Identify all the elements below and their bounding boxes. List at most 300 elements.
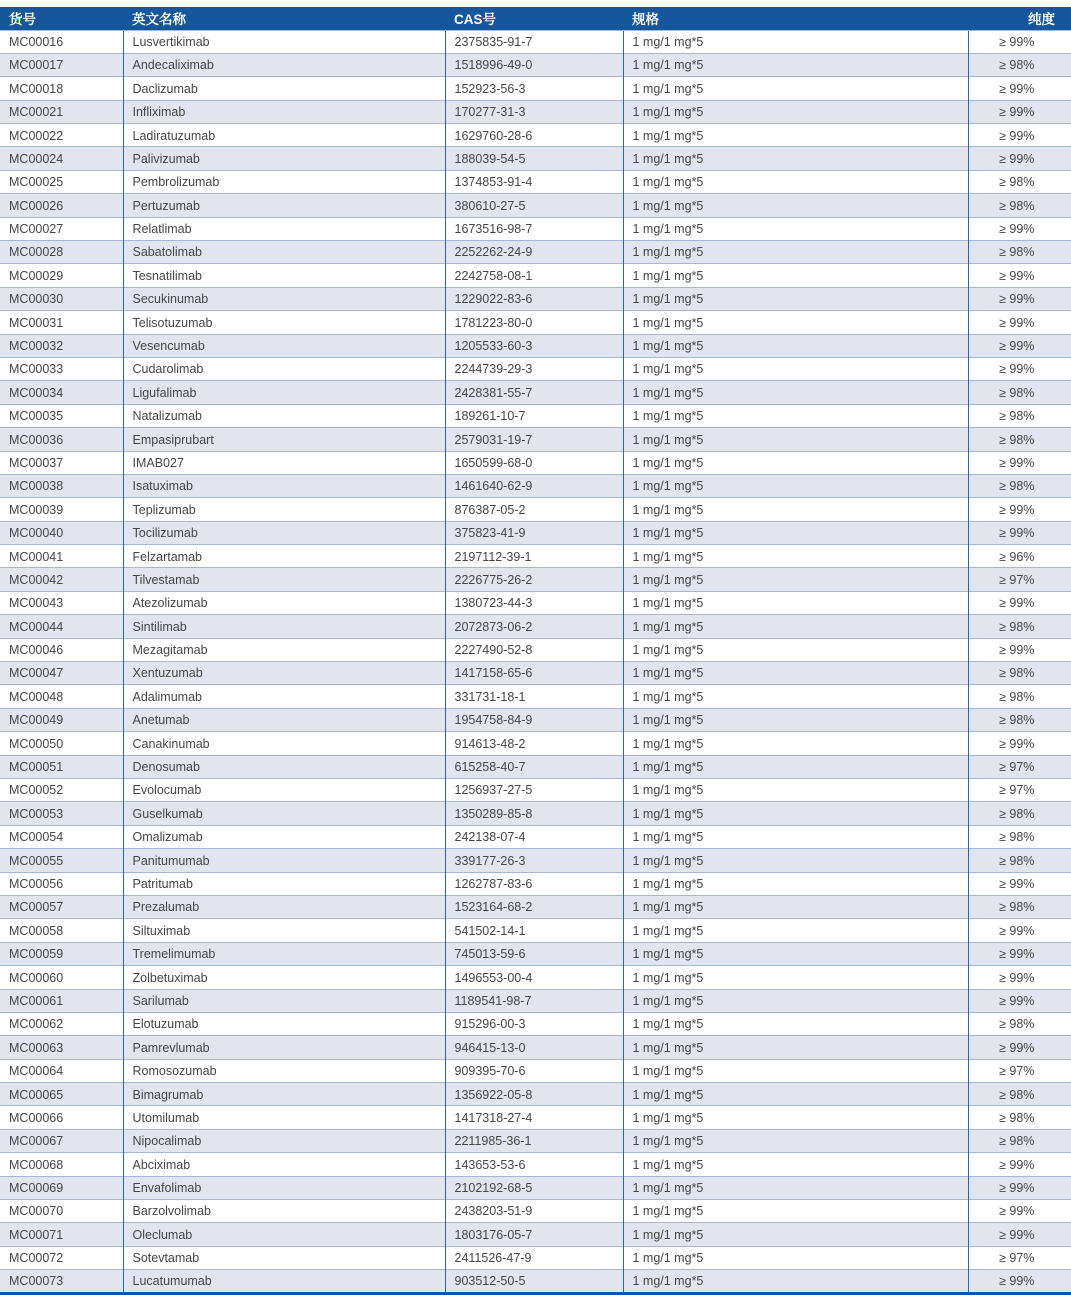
cell-item-no: MC00071 bbox=[0, 1223, 123, 1246]
cell-cas: 909395-70-6 bbox=[445, 1059, 623, 1082]
cell-purity: ≥ 98% bbox=[968, 194, 1071, 217]
cell-name-en: Pembrolizumab bbox=[123, 170, 445, 193]
cell-purity: ≥ 99% bbox=[968, 451, 1071, 474]
cell-purity: ≥ 99% bbox=[968, 311, 1071, 334]
cell-cas: 2211985-36-1 bbox=[445, 1129, 623, 1152]
cell-purity: ≥ 98% bbox=[968, 381, 1071, 404]
cell-name-en: Evolocumab bbox=[123, 779, 445, 802]
cell-spec: 1 mg/1 mg*5 bbox=[623, 732, 968, 755]
column-header-item-no: 货号 bbox=[0, 7, 123, 30]
cell-cas: 1380723-44-3 bbox=[445, 591, 623, 614]
cell-cas: 339177-26-3 bbox=[445, 849, 623, 872]
cell-name-en: Mezagitamab bbox=[123, 638, 445, 661]
table-row bbox=[0, 1223, 1071, 1246]
cell-name-en: Utomilumab bbox=[123, 1106, 445, 1129]
cell-purity: ≥ 99% bbox=[968, 1270, 1071, 1293]
cell-purity: ≥ 99% bbox=[968, 147, 1071, 170]
cell-name-en: Oleclumab bbox=[123, 1223, 445, 1246]
table-row bbox=[0, 849, 1071, 872]
cell-cas: 1417158-65-6 bbox=[445, 662, 623, 685]
table-row bbox=[0, 217, 1071, 240]
cell-cas: 2197112-39-1 bbox=[445, 545, 623, 568]
cell-spec: 1 mg/1 mg*5 bbox=[623, 1059, 968, 1082]
table-row bbox=[0, 498, 1071, 521]
cell-name-en: Telisotuzumab bbox=[123, 311, 445, 334]
cell-purity: ≥ 96% bbox=[968, 545, 1071, 568]
cell-cas: 903512-50-5 bbox=[445, 1270, 623, 1293]
cell-item-no: MC00049 bbox=[0, 708, 123, 731]
cell-item-no: MC00056 bbox=[0, 872, 123, 895]
cell-cas: 541502-14-1 bbox=[445, 919, 623, 942]
cell-cas: 946415-13-0 bbox=[445, 1036, 623, 1059]
cell-cas: 2244739-29-3 bbox=[445, 357, 623, 380]
cell-item-no: MC00069 bbox=[0, 1176, 123, 1199]
cell-name-en: Atezolizumab bbox=[123, 591, 445, 614]
cell-cas: 242138-07-4 bbox=[445, 825, 623, 848]
cell-cas: 1523164-68-2 bbox=[445, 895, 623, 918]
cell-cas: 1417318-27-4 bbox=[445, 1106, 623, 1129]
cell-name-en: Vesencumab bbox=[123, 334, 445, 357]
cell-cas: 1650599-68-0 bbox=[445, 451, 623, 474]
cell-purity: ≥ 99% bbox=[968, 872, 1071, 895]
table-row bbox=[0, 170, 1071, 193]
cell-purity: ≥ 99% bbox=[968, 521, 1071, 544]
cell-purity: ≥ 97% bbox=[968, 568, 1071, 591]
cell-name-en: Abciximab bbox=[123, 1153, 445, 1176]
cell-cas: 2102192-68-5 bbox=[445, 1176, 623, 1199]
cell-cas: 2411526-47-9 bbox=[445, 1246, 623, 1269]
cell-purity: ≥ 99% bbox=[968, 124, 1071, 147]
cell-item-no: MC00029 bbox=[0, 264, 123, 287]
cell-item-no: MC00059 bbox=[0, 942, 123, 965]
cell-item-no: MC00028 bbox=[0, 241, 123, 264]
cell-purity: ≥ 97% bbox=[968, 1246, 1071, 1269]
cell-purity: ≥ 98% bbox=[968, 662, 1071, 685]
cell-item-no: MC00030 bbox=[0, 287, 123, 310]
table-row bbox=[0, 1176, 1071, 1199]
cell-spec: 1 mg/1 mg*5 bbox=[623, 334, 968, 357]
table-row bbox=[0, 1059, 1071, 1082]
cell-purity: ≥ 99% bbox=[968, 30, 1071, 53]
column-header-spec: 规格 bbox=[623, 7, 968, 30]
cell-spec: 1 mg/1 mg*5 bbox=[623, 428, 968, 451]
cell-spec: 1 mg/1 mg*5 bbox=[623, 311, 968, 334]
cell-item-no: MC00062 bbox=[0, 1012, 123, 1035]
cell-spec: 1 mg/1 mg*5 bbox=[623, 124, 968, 147]
cell-name-en: Tilvestamab bbox=[123, 568, 445, 591]
cell-purity: ≥ 99% bbox=[968, 732, 1071, 755]
cell-cas: 1189541-98-7 bbox=[445, 989, 623, 1012]
table-row bbox=[0, 264, 1071, 287]
cell-cas: 2226775-26-2 bbox=[445, 568, 623, 591]
cell-name-en: Sarilumab bbox=[123, 989, 445, 1012]
table-row bbox=[0, 545, 1071, 568]
cell-purity: ≥ 99% bbox=[968, 1223, 1071, 1246]
cell-name-en: Ladiratuzumab bbox=[123, 124, 445, 147]
table-row bbox=[0, 474, 1071, 497]
table-row bbox=[0, 428, 1071, 451]
cell-item-no: MC00057 bbox=[0, 895, 123, 918]
cell-name-en: Cudarolimab bbox=[123, 357, 445, 380]
cell-item-no: MC00053 bbox=[0, 802, 123, 825]
cell-spec: 1 mg/1 mg*5 bbox=[623, 381, 968, 404]
cell-spec: 1 mg/1 mg*5 bbox=[623, 802, 968, 825]
cell-spec: 1 mg/1 mg*5 bbox=[623, 779, 968, 802]
table-row bbox=[0, 989, 1071, 1012]
cell-name-en: Anetumab bbox=[123, 708, 445, 731]
cell-item-no: MC00065 bbox=[0, 1083, 123, 1106]
cell-cas: 876387-05-2 bbox=[445, 498, 623, 521]
cell-purity: ≥ 99% bbox=[968, 966, 1071, 989]
table-row bbox=[0, 708, 1071, 731]
cell-purity: ≥ 99% bbox=[968, 591, 1071, 614]
cell-spec: 1 mg/1 mg*5 bbox=[623, 77, 968, 100]
table-row bbox=[0, 241, 1071, 264]
cell-purity: ≥ 97% bbox=[968, 1059, 1071, 1082]
cell-purity: ≥ 99% bbox=[968, 287, 1071, 310]
table-row bbox=[0, 124, 1071, 147]
cell-item-no: MC00031 bbox=[0, 311, 123, 334]
cell-name-en: Sintilimab bbox=[123, 615, 445, 638]
table-row bbox=[0, 287, 1071, 310]
cell-item-no: MC00018 bbox=[0, 77, 123, 100]
cell-spec: 1 mg/1 mg*5 bbox=[623, 872, 968, 895]
cell-cas: 170277-31-3 bbox=[445, 100, 623, 123]
table-row bbox=[0, 1012, 1071, 1035]
cell-cas: 189261-10-7 bbox=[445, 404, 623, 427]
cell-item-no: MC00054 bbox=[0, 825, 123, 848]
cell-purity: ≥ 99% bbox=[968, 264, 1071, 287]
cell-spec: 1 mg/1 mg*5 bbox=[623, 989, 968, 1012]
cell-purity: ≥ 99% bbox=[968, 638, 1071, 661]
table-row bbox=[0, 53, 1071, 76]
cell-name-en: Lucatumumab bbox=[123, 1270, 445, 1293]
cell-cas: 1673516-98-7 bbox=[445, 217, 623, 240]
table-row bbox=[0, 381, 1071, 404]
cell-name-en: Lusvertikimab bbox=[123, 30, 445, 53]
cell-item-no: MC00068 bbox=[0, 1153, 123, 1176]
cell-purity: ≥ 98% bbox=[968, 474, 1071, 497]
cell-cas: 1229022-83-6 bbox=[445, 287, 623, 310]
cell-item-no: MC00038 bbox=[0, 474, 123, 497]
cell-spec: 1 mg/1 mg*5 bbox=[623, 942, 968, 965]
table-row bbox=[0, 1083, 1071, 1106]
table-row bbox=[0, 1200, 1071, 1223]
cell-spec: 1 mg/1 mg*5 bbox=[623, 568, 968, 591]
cell-name-en: Guselkumab bbox=[123, 802, 445, 825]
table-row bbox=[0, 1106, 1071, 1129]
column-header-cas: CAS号 bbox=[445, 7, 623, 30]
cell-purity: ≥ 98% bbox=[968, 802, 1071, 825]
cell-item-no: MC00032 bbox=[0, 334, 123, 357]
table-row bbox=[0, 1129, 1071, 1152]
table-row bbox=[0, 147, 1071, 170]
cell-purity: ≥ 97% bbox=[968, 755, 1071, 778]
cell-spec: 1 mg/1 mg*5 bbox=[623, 1153, 968, 1176]
table-row bbox=[0, 100, 1071, 123]
cell-spec: 1 mg/1 mg*5 bbox=[623, 451, 968, 474]
cell-purity: ≥ 98% bbox=[968, 1012, 1071, 1035]
column-header-name-en: 英文名称 bbox=[123, 7, 445, 30]
cell-spec: 1 mg/1 mg*5 bbox=[623, 1246, 968, 1269]
cell-item-no: MC00025 bbox=[0, 170, 123, 193]
cell-purity: ≥ 98% bbox=[968, 241, 1071, 264]
cell-name-en: IMAB027 bbox=[123, 451, 445, 474]
cell-item-no: MC00072 bbox=[0, 1246, 123, 1269]
cell-cas: 1374853-91-4 bbox=[445, 170, 623, 193]
cell-spec: 1 mg/1 mg*5 bbox=[623, 545, 968, 568]
cell-cas: 1781223-80-0 bbox=[445, 311, 623, 334]
cell-purity: ≥ 98% bbox=[968, 428, 1071, 451]
cell-purity: ≥ 99% bbox=[968, 100, 1071, 123]
cell-purity: ≥ 99% bbox=[968, 77, 1071, 100]
cell-name-en: Sabatolimab bbox=[123, 241, 445, 264]
table-row bbox=[0, 685, 1071, 708]
table-row bbox=[0, 30, 1071, 53]
cell-spec: 1 mg/1 mg*5 bbox=[623, 1176, 968, 1199]
cell-item-no: MC00027 bbox=[0, 217, 123, 240]
cell-item-no: MC00016 bbox=[0, 30, 123, 53]
table-row bbox=[0, 77, 1071, 100]
cell-name-en: Andecaliximab bbox=[123, 53, 445, 76]
cell-item-no: MC00060 bbox=[0, 966, 123, 989]
table-body bbox=[0, 30, 1071, 1293]
cell-spec: 1 mg/1 mg*5 bbox=[623, 147, 968, 170]
cell-cas: 2252262-24-9 bbox=[445, 241, 623, 264]
cell-cas: 615258-40-7 bbox=[445, 755, 623, 778]
cell-purity: ≥ 97% bbox=[968, 779, 1071, 802]
cell-spec: 1 mg/1 mg*5 bbox=[623, 357, 968, 380]
cell-cas: 914613-48-2 bbox=[445, 732, 623, 755]
cell-cas: 2072873-06-2 bbox=[445, 615, 623, 638]
table-row bbox=[0, 802, 1071, 825]
table-row bbox=[0, 872, 1071, 895]
cell-name-en: Tesnatilimab bbox=[123, 264, 445, 287]
table-row bbox=[0, 732, 1071, 755]
cell-item-no: MC00063 bbox=[0, 1036, 123, 1059]
cell-purity: ≥ 99% bbox=[968, 1176, 1071, 1199]
cell-purity: ≥ 99% bbox=[968, 1036, 1071, 1059]
cell-name-en: Adalimumab bbox=[123, 685, 445, 708]
cell-item-no: MC00061 bbox=[0, 989, 123, 1012]
cell-purity: ≥ 99% bbox=[968, 1153, 1071, 1176]
cell-cas: 2227490-52-8 bbox=[445, 638, 623, 661]
cell-spec: 1 mg/1 mg*5 bbox=[623, 100, 968, 123]
cell-name-en: Prezalumab bbox=[123, 895, 445, 918]
table-row bbox=[0, 615, 1071, 638]
cell-spec: 1 mg/1 mg*5 bbox=[623, 849, 968, 872]
column-header-purity: 纯度 bbox=[968, 7, 1071, 30]
cell-purity: ≥ 98% bbox=[968, 1083, 1071, 1106]
table-row bbox=[0, 919, 1071, 942]
cell-item-no: MC00073 bbox=[0, 1270, 123, 1293]
cell-spec: 1 mg/1 mg*5 bbox=[623, 1083, 968, 1106]
cell-spec: 1 mg/1 mg*5 bbox=[623, 241, 968, 264]
cell-item-no: MC00042 bbox=[0, 568, 123, 591]
cell-cas: 2375835-91-7 bbox=[445, 30, 623, 53]
cell-purity: ≥ 99% bbox=[968, 498, 1071, 521]
cell-cas: 2579031-19-7 bbox=[445, 428, 623, 451]
cell-spec: 1 mg/1 mg*5 bbox=[623, 1223, 968, 1246]
cell-spec: 1 mg/1 mg*5 bbox=[623, 53, 968, 76]
cell-spec: 1 mg/1 mg*5 bbox=[623, 1012, 968, 1035]
cell-cas: 188039-54-5 bbox=[445, 147, 623, 170]
cell-cas: 2428381-55-7 bbox=[445, 381, 623, 404]
cell-item-no: MC00039 bbox=[0, 498, 123, 521]
cell-spec: 1 mg/1 mg*5 bbox=[623, 1106, 968, 1129]
table-row bbox=[0, 825, 1071, 848]
cell-cas: 1356922-05-8 bbox=[445, 1083, 623, 1106]
cell-purity: ≥ 99% bbox=[968, 1200, 1071, 1223]
cell-purity: ≥ 99% bbox=[968, 334, 1071, 357]
cell-name-en: Infliximab bbox=[123, 100, 445, 123]
cell-name-en: Felzartamab bbox=[123, 545, 445, 568]
table-header bbox=[0, 7, 1071, 30]
cell-item-no: MC00024 bbox=[0, 147, 123, 170]
cell-name-en: Natalizumab bbox=[123, 404, 445, 427]
table-row bbox=[0, 755, 1071, 778]
cell-cas: 380610-27-5 bbox=[445, 194, 623, 217]
cell-cas: 1205533-60-3 bbox=[445, 334, 623, 357]
cell-spec: 1 mg/1 mg*5 bbox=[623, 170, 968, 193]
cell-purity: ≥ 98% bbox=[968, 615, 1071, 638]
cell-cas: 1518996-49-0 bbox=[445, 53, 623, 76]
cell-spec: 1 mg/1 mg*5 bbox=[623, 194, 968, 217]
cell-name-en: Canakinumab bbox=[123, 732, 445, 755]
cell-spec: 1 mg/1 mg*5 bbox=[623, 521, 968, 544]
cell-item-no: MC00044 bbox=[0, 615, 123, 638]
cell-name-en: Palivizumab bbox=[123, 147, 445, 170]
cell-spec: 1 mg/1 mg*5 bbox=[623, 264, 968, 287]
table-row bbox=[0, 895, 1071, 918]
cell-cas: 375823-41-9 bbox=[445, 521, 623, 544]
cell-purity: ≥ 98% bbox=[968, 849, 1071, 872]
cell-name-en: Panitumumab bbox=[123, 849, 445, 872]
cell-cas: 915296-00-3 bbox=[445, 1012, 623, 1035]
cell-spec: 1 mg/1 mg*5 bbox=[623, 287, 968, 310]
cell-purity: ≥ 99% bbox=[968, 217, 1071, 240]
cell-item-no: MC00047 bbox=[0, 662, 123, 685]
cell-cas: 1256937-27-5 bbox=[445, 779, 623, 802]
cell-cas: 143653-53-6 bbox=[445, 1153, 623, 1176]
cell-spec: 1 mg/1 mg*5 bbox=[623, 895, 968, 918]
products-table bbox=[0, 7, 1071, 1295]
cell-spec: 1 mg/1 mg*5 bbox=[623, 474, 968, 497]
cell-name-en: Secukinumab bbox=[123, 287, 445, 310]
table-row bbox=[0, 194, 1071, 217]
table-row bbox=[0, 451, 1071, 474]
cell-item-no: MC00022 bbox=[0, 124, 123, 147]
table-row bbox=[0, 334, 1071, 357]
cell-cas: 1954758-84-9 bbox=[445, 708, 623, 731]
table-row bbox=[0, 1153, 1071, 1176]
cell-spec: 1 mg/1 mg*5 bbox=[623, 1036, 968, 1059]
cell-item-no: MC00046 bbox=[0, 638, 123, 661]
cell-item-no: MC00033 bbox=[0, 357, 123, 380]
cell-cas: 1496553-00-4 bbox=[445, 966, 623, 989]
cell-purity: ≥ 99% bbox=[968, 989, 1071, 1012]
table-row bbox=[0, 942, 1071, 965]
cell-spec: 1 mg/1 mg*5 bbox=[623, 615, 968, 638]
cell-item-no: MC00017 bbox=[0, 53, 123, 76]
cell-spec: 1 mg/1 mg*5 bbox=[623, 825, 968, 848]
cell-purity: ≥ 98% bbox=[968, 1106, 1071, 1129]
cell-purity: ≥ 98% bbox=[968, 404, 1071, 427]
table-row bbox=[0, 779, 1071, 802]
cell-cas: 2438203-51-9 bbox=[445, 1200, 623, 1223]
cell-item-no: MC00021 bbox=[0, 100, 123, 123]
table-row bbox=[0, 404, 1071, 427]
cell-name-en: Daclizumab bbox=[123, 77, 445, 100]
cell-item-no: MC00067 bbox=[0, 1129, 123, 1152]
cell-name-en: Pamrevlumab bbox=[123, 1036, 445, 1059]
cell-name-en: Nipocalimab bbox=[123, 1129, 445, 1152]
cell-name-en: Denosumab bbox=[123, 755, 445, 778]
cell-name-en: Romosozumab bbox=[123, 1059, 445, 1082]
cell-cas: 1461640-62-9 bbox=[445, 474, 623, 497]
cell-name-en: Relatlimab bbox=[123, 217, 445, 240]
table-row bbox=[0, 568, 1071, 591]
cell-spec: 1 mg/1 mg*5 bbox=[623, 1200, 968, 1223]
cell-item-no: MC00035 bbox=[0, 404, 123, 427]
cell-spec: 1 mg/1 mg*5 bbox=[623, 1129, 968, 1152]
cell-purity: ≥ 99% bbox=[968, 919, 1071, 942]
cell-item-no: MC00036 bbox=[0, 428, 123, 451]
cell-cas: 1803176-05-7 bbox=[445, 1223, 623, 1246]
cell-name-en: Barzolvolimab bbox=[123, 1200, 445, 1223]
cell-item-no: MC00037 bbox=[0, 451, 123, 474]
cell-purity: ≥ 98% bbox=[968, 170, 1071, 193]
cell-spec: 1 mg/1 mg*5 bbox=[623, 966, 968, 989]
cell-item-no: MC00058 bbox=[0, 919, 123, 942]
cell-name-en: Tremelimumab bbox=[123, 942, 445, 965]
cell-name-en: Pertuzumab bbox=[123, 194, 445, 217]
cell-purity: ≥ 98% bbox=[968, 53, 1071, 76]
cell-spec: 1 mg/1 mg*5 bbox=[623, 1270, 968, 1293]
cell-cas: 1629760-28-6 bbox=[445, 124, 623, 147]
cell-name-en: Siltuximab bbox=[123, 919, 445, 942]
cell-item-no: MC00040 bbox=[0, 521, 123, 544]
cell-name-en: Xentuzumab bbox=[123, 662, 445, 685]
cell-item-no: MC00051 bbox=[0, 755, 123, 778]
cell-spec: 1 mg/1 mg*5 bbox=[623, 685, 968, 708]
cell-spec: 1 mg/1 mg*5 bbox=[623, 498, 968, 521]
cell-name-en: Ligufalimab bbox=[123, 381, 445, 404]
cell-cas: 1262787-83-6 bbox=[445, 872, 623, 895]
cell-name-en: Bimagrumab bbox=[123, 1083, 445, 1106]
cell-spec: 1 mg/1 mg*5 bbox=[623, 404, 968, 427]
table-row bbox=[0, 1036, 1071, 1059]
cell-cas: 152923-56-3 bbox=[445, 77, 623, 100]
cell-item-no: MC00066 bbox=[0, 1106, 123, 1129]
table-row bbox=[0, 966, 1071, 989]
cell-name-en: Elotuzumab bbox=[123, 1012, 445, 1035]
cell-item-no: MC00041 bbox=[0, 545, 123, 568]
cell-spec: 1 mg/1 mg*5 bbox=[623, 708, 968, 731]
cell-name-en: Teplizumab bbox=[123, 498, 445, 521]
cell-item-no: MC00050 bbox=[0, 732, 123, 755]
cell-spec: 1 mg/1 mg*5 bbox=[623, 662, 968, 685]
table-row bbox=[0, 638, 1071, 661]
cell-cas: 331731-18-1 bbox=[445, 685, 623, 708]
header-row bbox=[0, 7, 1071, 30]
cell-cas: 1350289-85-8 bbox=[445, 802, 623, 825]
table-row bbox=[0, 1246, 1071, 1269]
table-row bbox=[0, 591, 1071, 614]
cell-purity: ≥ 99% bbox=[968, 942, 1071, 965]
cell-item-no: MC00043 bbox=[0, 591, 123, 614]
table-row bbox=[0, 521, 1071, 544]
